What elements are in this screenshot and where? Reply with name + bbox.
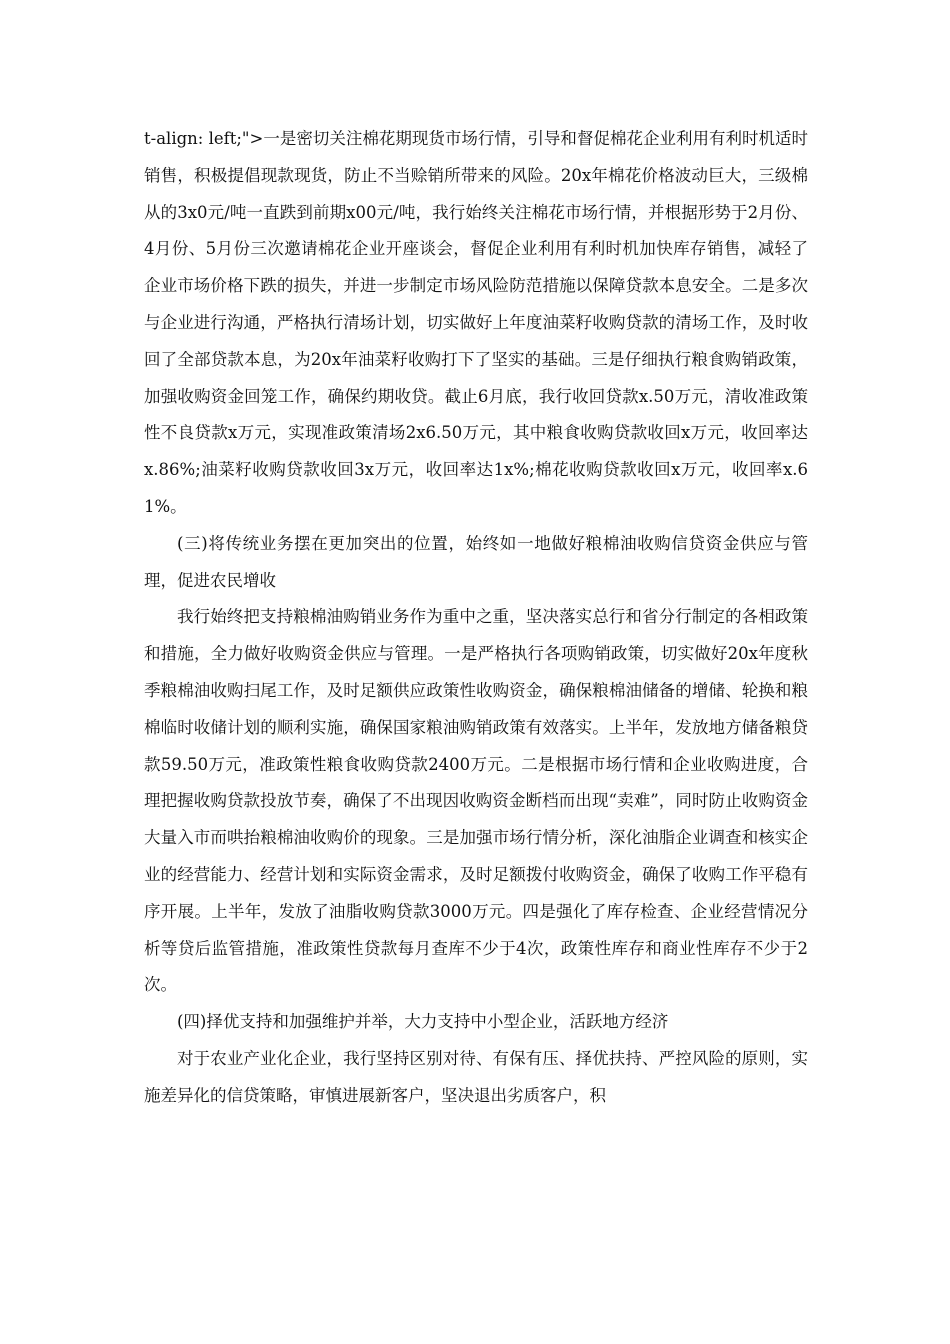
- section-heading-3: (三)将传统业务摆在更加突出的位置，始终如一地做好粮棉油收购信贷资金供应与管理，促进农民增收: [144, 533, 808, 590]
- section-heading-4: (四)择优支持和加强维护并举，大力支持中小型企业，活跃地方经济: [177, 1012, 669, 1032]
- paragraph-cotton-risk: t-align: left;">一是密切关注棉花期现货市场行情，引导和督促棉花企业利用有利时机适时销售，积极提倡现款现货，防止不当赊销所带来的风险。20x年棉花价格波动巨大，三级棉从的3x0元/吨一直跌到前期x00元/吨，我行始终关注棉花市场行情，并根据形势于2月份、4月份、5月份三次邀请棉花企业开座谈会，督促企业利用有利时机加快库存销售，减轻了企业市场价格下跌的损失，并进一步制定市场风险防范措施以保障贷款本息安全。二是多次与企业进行沟通，严格执行清场计划，切实做好上年度油菜籽收购贷款的清场工作，及时收回了全部贷款本息，为20x年油菜籽收购打下了坚实的基础。三是仔细执行粮食购销政策，加强收购资金回笼工作，确保约期收贷。截止6月底，我行收回贷款x.50万元，清收准政策性不良贷款x万元，实现准政策清场2x6.50万元，其中粮食收购贷款收回x万元，收回率达x.86%;油菜籽收购贷款收回3x万元，收回率达1x%;棉花收购贷款收回x万元，收回率x.61%。: [144, 129, 808, 516]
- paragraph-agri-enterprises: 对于农业产业化企业，我行坚持区别对待、有保有压、择优扶持、严控风险的原则，实施差异化的信贷策略，审慎进展新客户，坚决退出劣质客户，积: [144, 1048, 808, 1105]
- paragraph-grain-purchase: 我行始终把支持粮棉油购销业务作为重中之重，坚决落实总行和省分行制定的各相政策和措施，全力做好收购资金供应与管理。一是严格执行各项购销政策，切实做好20x年度秋季粮棉油收购扫尾工作，及时足额供应政策性收购资金，确保粮棉油储备的增储、轮换和粮棉临时收储计划的顺利实施，确保国家粮油购销政策有效落实。上半年，发放地方储备粮贷款59.50万元，准政策性粮食收购贷款2400万元。二是根据市场行情和企业收购进度，合理把握收购贷款投放节奏，确保了不出现因收购资金断档而出现“卖难”，同时防止收购资金大量入市而哄抬粮棉油收购价的现象。三是加强市场行情分析，深化油脂企业调查和核实企业的经营能力、经营计划和实际资金需求，及时足额拨付收购资金，确保了收购工作平稳有序开展。上半年，发放了油脂收购贷款3000万元。四是强化了库存检查、企业经营情况分析等贷后监管措施，准政策性贷款每月查库不少于4次，政策性库存和商业性库存不少于2次。: [144, 607, 808, 995]
- document-body: [144, 121, 808, 1115]
